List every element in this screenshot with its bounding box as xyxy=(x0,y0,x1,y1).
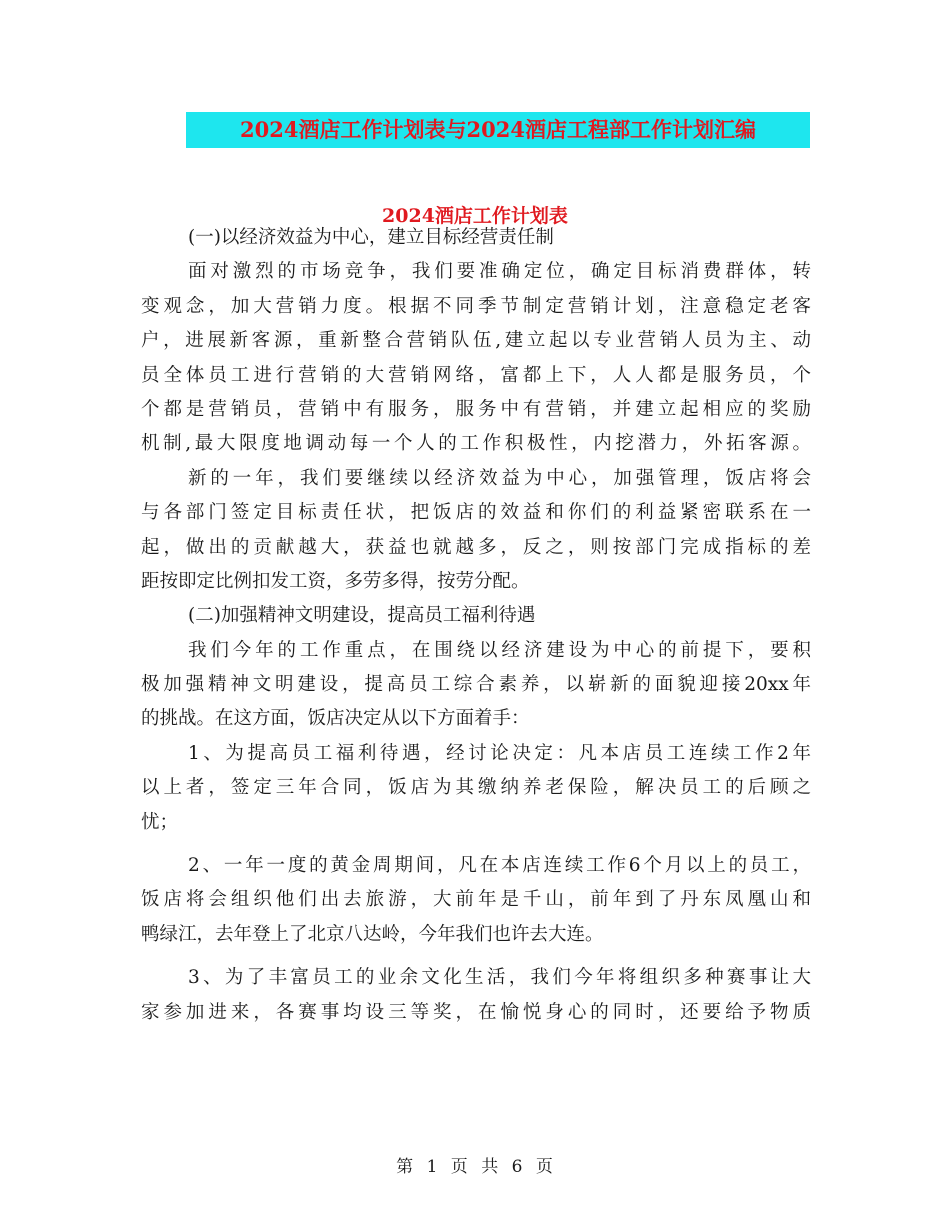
page-label-prefix: 第 xyxy=(396,1157,415,1177)
paragraph-gap xyxy=(141,840,811,849)
paragraph-heading: (一)以经济效益为中心，建立目标经营责任制 xyxy=(188,227,554,248)
text-line: 起，做出的贡献越大，获益也就越多，反之，则按部门完成指标的差 xyxy=(141,536,811,558)
section-title: 2024酒店工作计划表 xyxy=(382,205,568,227)
page-footer xyxy=(0,1152,950,1177)
text-line: 忧； xyxy=(141,811,179,833)
text-line: 家参加进来，各赛事均设三等奖，在愉悦身心的同时，还要给予物质 xyxy=(141,1001,811,1023)
text-line: 3、为了丰富员工的业余文化生活，我们今年将组织多种赛事让大 xyxy=(188,967,811,989)
paragraph-heading: (二)加强精神文明建设，提高员工福利待遇 xyxy=(188,605,536,627)
text-line: 饭店将会组织他们出去旅游，大前年是千山，前年到了丹东凤凰山和 xyxy=(141,889,811,911)
text-line: 鸭绿江，去年登上了北京八达岭，今年我们也许去大连。 xyxy=(141,923,604,945)
document-title: 2024酒店工作计划表与2024酒店工程部工作计划汇编 xyxy=(186,112,810,148)
paragraph-gap xyxy=(141,952,811,961)
current-page-number: 1 xyxy=(426,1157,439,1177)
text-line: 员全体员工进行营销的大营销网络，富都上下，人人都是服务员，个 xyxy=(141,364,811,386)
text-line: 面对激烈的市场竞争，我们要准确定位，确定目标消费群体，转 xyxy=(188,261,811,283)
page-label-mid: 页 xyxy=(450,1157,469,1177)
text-line: 个都是营销员，营销中有服务，服务中有营销，并建立起相应的奖励 xyxy=(141,398,811,420)
text-line: 我们今年的工作重点，在围绕以经济建设为中心的前提下，要积 xyxy=(188,639,811,661)
text-line: 以上者，签定三年合同，饭店为其缴纳养老保险，解决员工的后顾之 xyxy=(141,777,811,799)
total-label-suffix: 页 xyxy=(535,1157,554,1177)
document-body xyxy=(141,221,811,1030)
text-line: 距按即定比例扣发工资，多劳多得，按劳分配。 xyxy=(141,570,530,592)
text-line: 新的一年，我们要继续以经济效益为中心，加强管理，饭店将会 xyxy=(188,467,811,489)
text-line: 1、为提高员工福利待遇，经讨论决定：凡本店员工连续工作2年 xyxy=(188,742,811,764)
text-line: 变观念，加大营销力度。根据不同季节制定营销计划，注意稳定老客 xyxy=(141,295,811,317)
text-line: 与各部门签定目标责任状，把饭店的效益和你们的利益紧密联系在一 xyxy=(141,502,811,524)
text-line: 2、一年一度的黄金周期间，凡在本店连续工作6个月以上的员工， xyxy=(188,855,811,877)
text-line: 户，进展新客源，重新整合营销队伍,建立起以专业营销人员为主、动 xyxy=(141,330,811,352)
total-page-count: 6 xyxy=(511,1157,524,1177)
text-line: 极加强精神文明建设，提高员工综合素养，以崭新的面貌迎接20xx年 xyxy=(141,674,811,696)
text-line: 的挑战。在这方面，饭店决定从以下方面着手： xyxy=(141,708,530,730)
total-label-prefix: 共 xyxy=(481,1157,500,1177)
text-line: 机制,最大限度地调动每一个人的工作积极性，内挖潜力，外拓客源。 xyxy=(141,433,811,455)
